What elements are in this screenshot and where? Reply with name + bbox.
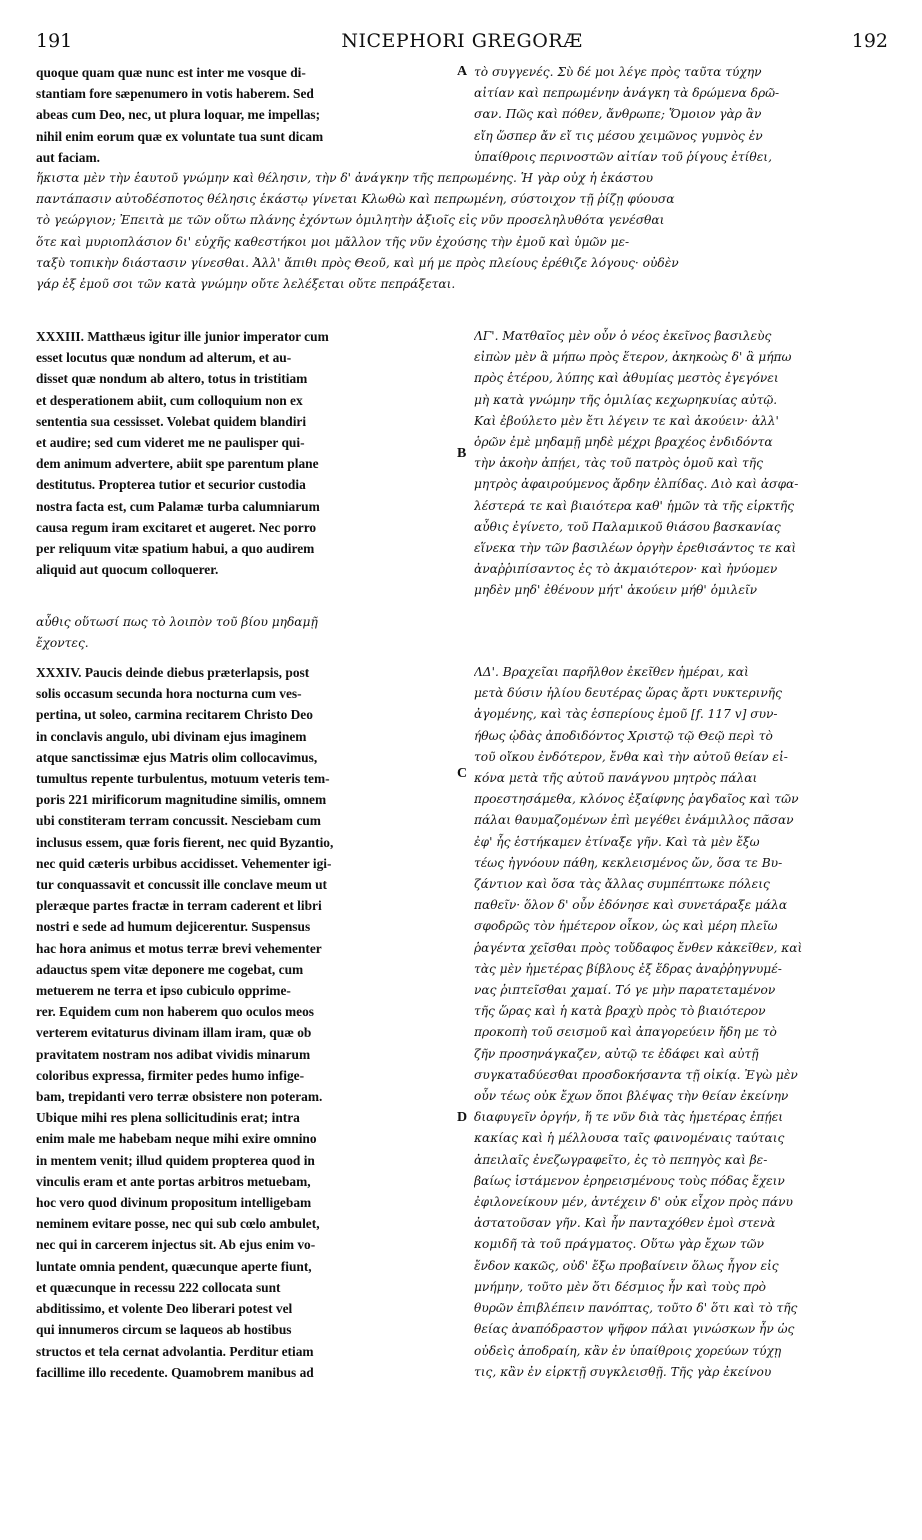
text-line: γάρ ἐξ ἐμοῦ σοι τῶν κατὰ γνώμην οὔτε λελέξεται οὔτε πεπράξεται. [36,277,456,292]
text-line: οὐδεὶς ἀποδραίη, κἂν ἐν ὑπαίθροις χορεύων τύχῃ [474,1343,782,1358]
text-line: παντάπασιν αὐτοδέσποτος θέλησις ἑκάστῳ γίνεται Κλωθὼ καὶ πεπρωμένη, σύστοιχον τῇ ῥίζῃ φύουσα [36,192,675,207]
text-line: εἵνεκα τὴν τῶν βασιλέων ὀργὴν ἐρεθισάντος τε καὶ [474,541,797,556]
text-line: et quæcunque in recessu 222 collocata sunt [36,1279,281,1295]
text-line: τὸ συγγενές. Σὺ δέ μοι λέγε πρὸς ταῦτα τύχην [474,65,762,79]
text-line: θείας ἀναπόδραστον ψῆφον πάλαι γινώσκων ἦν ὡς [474,1322,795,1337]
latin-top-block [36,62,456,168]
text-line: tur conquassavit et concussit ille conclave meum ut [36,877,327,893]
text-line: per reliquum vitæ spatium habui, a quo audirem [36,541,315,557]
text-line: ζῆν προσηνάγκαζεν, αὐτῷ τε ἐδάφει καὶ αὐτῇ [474,1046,759,1061]
text-line: XXXIV. Paucis deinde diebus præterlapsis, post [36,665,310,680]
text-line: et desperationem abiit, cum colloquium non ex [36,392,303,408]
running-title: NICEPHORI GREGORÆ [341,30,583,52]
text-line: aut faciam. [36,149,100,165]
text-line: ΛΓ'. Ματθαῖος μὲν οὖν ὁ νέος ἐκεῖνος βασιλεὺς [474,329,772,343]
text-line: τις, κἂν ἐν εἱρκτῇ συγκλεισθῇ. Τῆς γὰρ ἐκείνου [474,1364,772,1379]
text-line: μνήμην, τοῦτο μὲν ὅτι δέσμιος ἦν καὶ τοὺς πρὸ [474,1279,767,1294]
page-header [36,30,888,60]
text-line: bam, trepidanti vero terræ obsistere non poteram. [36,1089,323,1105]
text-line: ἀπειλαῖς ἐνεζωγραφεῖτο, ἐς τὸ πεπηγὸς καὶ βε- [474,1152,768,1167]
text-line: εἰπὼν μὲν ἃ μήπω πρὸς ἕτερον, ἀκηκοὼς δ' ἃ μήπω [474,350,792,365]
text-line: poris 221 mirificorum magnitudine similis, omnem [36,792,327,808]
text-line: μὴ κατὰ γνώμην τῆς ὁμιλίας κεχωρηκυίας αὐτῷ. [474,392,778,407]
greek-section-delta [474,662,888,1383]
text-line: κακίας καὶ ἡ μέλλουσα ταῖς φαινομέναις ταύταις [474,1131,785,1146]
text-line: metuerem ne terra et ipso cubiculo opprime- [36,983,291,999]
text-line: πρὸς ἑτέρου, λύπης καὶ ἀθυμίας μεστὸς ἐγεγόνει [474,371,779,386]
text-line: ταξὺ τοπικὴν διάστασιν γίνεσθαι. Ἀλλ' ἄπιθι πρὸς Θεοῦ, καὶ μή με πρὸς πλείους ἐρέθιζε λόγους· οὐδὲν [36,255,679,270]
text-line: facillime illo recedente. Quamobrem manibus ad [36,1364,314,1380]
text-line: nec quid cæteris urbibus accidisset. Vehementer igi- [36,855,332,871]
text-line: solis occasum secunda hora nocturna cum ves- [36,686,302,702]
text-line: ΛΔ'. Βραχεῖαι παρῆλθον ἐκεῖθεν ἡμέραι, καὶ [474,665,749,679]
text-line: nostri e sede ad humum dejicerentur. Suspensus [36,919,311,935]
text-line: abditissimo, et volente Deo liberari potest vel [36,1301,293,1317]
latin-section-xxxiii [36,326,456,580]
text-line: παθεῖν· ὅλον δ' οὖν ἐδόνησε καὶ συνετάραξε μάλα [474,898,788,913]
text-line: ὅτε καὶ μυριοπλάσιον δι' εὐχῆς καθεστήκοι μοι μᾶλλον τῆς νῦν ἐχούσης τὴν ἐμοῦ καὶ ὑμῶν με- [36,234,630,249]
text-line: atque sanctissimæ ejus Matris olim collocavimus, [36,749,318,765]
text-line: σαν. Πῶς καὶ πόθεν, ἄνθρωπε; Ὅμοιον γὰρ ἂν [474,107,762,122]
text-line: hoc vero quod divinum propositum intelligebam [36,1195,312,1211]
text-line: συγκαταδύεσθαι προσδοκήσαντα τῇ οἰκίᾳ. Ἐγὼ μὲν [474,1067,798,1082]
margin-letter-a: A [457,64,468,79]
text-line: ἥκιστα μὲν τὴν ἑαυτοῦ γνώμην καὶ θέλησιν, τὴν δ' ἀνάγκην τῆς πεπρωμένης. Ἡ γὰρ οὐχ ἡ ἑκάστου [36,171,654,185]
text-line: τὴν ἀκοὴν ἀπῄει, τὰς τοῦ πατρὸς ὁμοῦ καὶ τῆς [474,456,763,471]
text-line: πάλαι θαυμαζομένων ἐπὶ μεγέθει ἐνάμιλλος πᾶσαν [474,813,794,828]
text-line: sententia sua cessisset. Volebat quidem blandiri [36,413,307,429]
text-line: esset locutus quæ nondum ad alterum, et au- [36,350,292,366]
text-line: et audire; sed cum videret me ne paulisper qui- [36,435,305,451]
text-line: ἔχοντες. [36,636,89,651]
text-line: pertina, ut soleo, carmina recitarem Christo Deo [36,707,313,723]
text-line: dem animum advertere, abiit spe parentum plane [36,456,319,472]
latin-section-xxxiv [36,662,456,1383]
text-line: ἐφιλονείκουν μέν, ἀντέχειν δ' οὐκ εἶχον πρὸς πάνυ [474,1195,793,1210]
greek-full-width-block [36,168,888,295]
text-line: XXXIII. Matthæus igitur ille junior imperator cum [36,329,329,344]
text-line: τοῦ οἴκου ἐνδότερον, ἔνθα καὶ τὴν αὐτοῦ θείαν εἰ- [474,749,788,764]
text-line: ῥαγέντα χεῖσθαι πρὸς τοὔδαφος ἔνθεν κἀκεῖθεν, καὶ [474,940,803,955]
text-line: vinculis eram et ante portas arbitros metuebam, [36,1173,311,1189]
text-line: ὁρῶν ἐμὲ μηδαμῇ μηδὲ μέχρι βραχέος ἐνδιδόντα [474,435,773,450]
text-line: nostra facta est, cum Palamæ turba calumniarum [36,498,320,514]
page-number-left: 191 [36,30,73,52]
text-line: causa regum iram excitaret et augeret. Nec porro [36,519,317,535]
text-line: aliquid aut quocum colloquerer. [36,562,219,578]
text-line: Καὶ ἐβούλετο μὲν ἔτι λέγειν τε καὶ ἀκούειν· ἀλλ' [474,413,779,428]
text-line: luntate omnia pendent, quæcunque aperte fiunt, [36,1258,312,1274]
text-line: destitutus. Propterea tutior et securior custodia [36,477,306,493]
text-line: ἀναῤῥιπίσαντος ἐς τὸ ἀκμαιότερον· καὶ ἠνύομεν [474,562,778,577]
text-line: μητρὸς ἀφαιρούμενος ἄρδην ἐλπίδας. Διὸ καὶ ἀσφα- [474,477,799,492]
text-line: coloribus expressa, firmiter pedes humo infige- [36,1067,305,1083]
text-line: τὰς μὲν ἡμετέρας βίβλους ἐξ ἕδρας ἀναῤῥηγνυμέ- [474,961,782,976]
margin-letter-b: B [457,446,467,461]
text-line: pleræque partes fractæ in terram caderent et libri [36,898,322,914]
text-line: adauctus spem vitæ deponere me cogebat, cum [36,961,304,977]
text-line: τέως ἠγνόουν πάθη, κεκλεισμένος ὤν, ὅσα τε Βυ- [474,855,783,870]
text-line: in mentem venit; illud quidem propterea quod in [36,1152,315,1168]
text-line: ζάντιον καὶ ὅσα τὰς ἄλλας συμπέπτωκε πόλεις [474,877,770,892]
text-line: quoque quam quæ nunc est inter me vosque di- [36,65,306,80]
greek-top-block [474,62,888,168]
text-line: κόνα μετὰ τῆς αὐτοῦ πανάγνου μητρὸς πάλαι [474,771,758,786]
text-line: σφοδρῶς τὸν ἡμέτερον οἶκον, ὡς καὶ μέρη πλεῖω [474,919,778,934]
text-line: ἀγομένης, καὶ τὰς ἑσπερίους ἐμοῦ [f. 117 v] συν- [474,707,778,722]
text-line: inclusus essem, quæ foris fierent, nec quid Byzantio, [36,834,334,850]
text-line: λέστερά τε καὶ βιαιότερα καθ' ἡμῶν τὰ τῆς εἱρκτῆς [474,498,795,513]
text-line: νας ῥιπτεῖσθαι χαμαί. Τό γε μὴν παρατεταμένον [474,983,776,998]
text-line: αἰτίαν καὶ πεπρωμένην ἀνάγκη τὰ δρώμενα δρῶ- [474,86,780,101]
page-number-right: 192 [851,30,888,52]
text-line: μετὰ δύσιν ἡλίου δευτέρας ὥρας ἄρτι νυκτερινῆς [474,686,782,701]
text-line: ἔνδον κακῶς, οὐδ' ἔξω προβαίνειν ὅλως ἦγον εἰς [474,1258,779,1273]
text-line: ἐφ' ἧς ἑστήκαμεν ἐτίναξε γῆν. Καὶ τὰ μὲν ἔξω [474,834,760,849]
text-line: προεστησάμεθα, κλόνος ἐξαίφνης ῥαγδαῖος καὶ τῶν [474,792,799,807]
margin-letter-c: C [457,766,468,781]
text-line: ἀστατοῦσαν γῆν. Καὶ ἦν πανταχόθεν ἐμοὶ στενὰ [474,1216,776,1231]
text-line: ὑπαίθροις περινοστῶν αἰτίαν τοῦ ῥίγους ἐτίθει, [474,149,772,164]
text-line: τὸ γεώργιον; Ἐπειτὰ με τῶν οὕτω πλάνης ἐχόντων ὁμιλητὴν ἀξιοῖς εἰς νῦν προσεληλυθότα γενέσθαι [36,213,665,228]
text-line: qui innumeros circum se laqueos ab hostibus [36,1322,292,1338]
text-line: θυρῶν ἐπιβλέπειν πανόπτας, τοῦτο δ' ὅτι καὶ τὸ τῆς [474,1301,798,1316]
text-line: stantiam fore sæpenumero in votis haberem. Sed [36,86,314,102]
text-line: verterem evitaturus divinam illam iram, quæ ob [36,1025,312,1041]
text-line: nihil enim eorum quæ ex voluntate tua sunt dicam [36,128,324,144]
text-line: enim male me habebam neque mihi exire omnino [36,1131,317,1147]
text-line: neminem evitare posse, nec qui sub cœlo ambulet, [36,1216,320,1232]
text-line: abeas cum Deo, nec, ut plura loquar, me impellas; [36,107,321,123]
text-line: Ubique mihi res plena sollicitudinis erat; intra [36,1110,300,1126]
text-line: κομιδῆ τὰ τοῦ πράγματος. Οὕτω γὰρ ἔχων τῶν [474,1237,764,1252]
text-line: εἴη ὥσπερ ἄν εἴ τις μέσου χειμῶνος γυμνὸς ἐν [474,128,763,143]
greek-section-xxxiii-tail [36,612,456,654]
text-line: pravitatem nostram nos adibat vividis minarum [36,1046,311,1062]
text-line: διαφυγεῖν ὀργήν, ἥ τε νῦν διὰ τὰς ἡμετέρας ἐπῄει [474,1110,784,1125]
text-line: nec qui in carcerem injectus sit. Ab ejus enim vo- [36,1237,316,1253]
text-line: τῆς ὥρας καὶ ἡ κατὰ βραχὺ πρὸς τὸ βιαιότερον [474,1004,766,1019]
text-line: ubi constiteram terram concussit. Nesciebam cum [36,813,321,829]
text-line: in conclavis angulo, ubi divinam ejus imaginem [36,728,307,744]
text-line: rer. Equidem cum non haberem quo oculos meos [36,1004,315,1020]
text-line: αὖθις ἐγίνετο, τοῦ Παλαμικοῦ θιάσου βασκανίας [474,519,781,534]
text-line: μηδὲν μηδ' ἐθένουν μήτ' ἀκούειν μήθ' ὁμιλεῖν [474,583,758,598]
text-line: οὖν τέως οὐκ ἔχων ὅποι βλέψας τὴν θείαν ἐκείνην [474,1089,789,1104]
text-line: tumultus repente turbulentus, motuum veteris tem- [36,771,330,787]
text-line: disset quæ nondum ab altero, totus in tristitiam [36,371,308,387]
text-line: προκοπὴ τοῦ σεισμοῦ καὶ ἀπαγορεύειν ἤδη με τὸ [474,1025,777,1040]
text-line: ήθως ᾠδὰς ἀποδιδόντος Χριστῷ τῷ Θεῷ περὶ τὸ [474,728,773,743]
text-line: hac hora animus et motus terræ brevi vehementer [36,940,322,956]
text-line: αὖθις οὕτωσί πως τὸ λοιπὸν τοῦ βίου μηδαμῇ [36,615,318,629]
text-line: βαίως ἱστάμενον ἐρηρεισμένους τοὺς πόδας ἔχειν [474,1173,785,1188]
margin-letter-d: D [457,1110,468,1125]
text-line: structos et tela cernat advolantia. Perditur etiam [36,1343,314,1359]
greek-section-gamma [474,326,888,602]
